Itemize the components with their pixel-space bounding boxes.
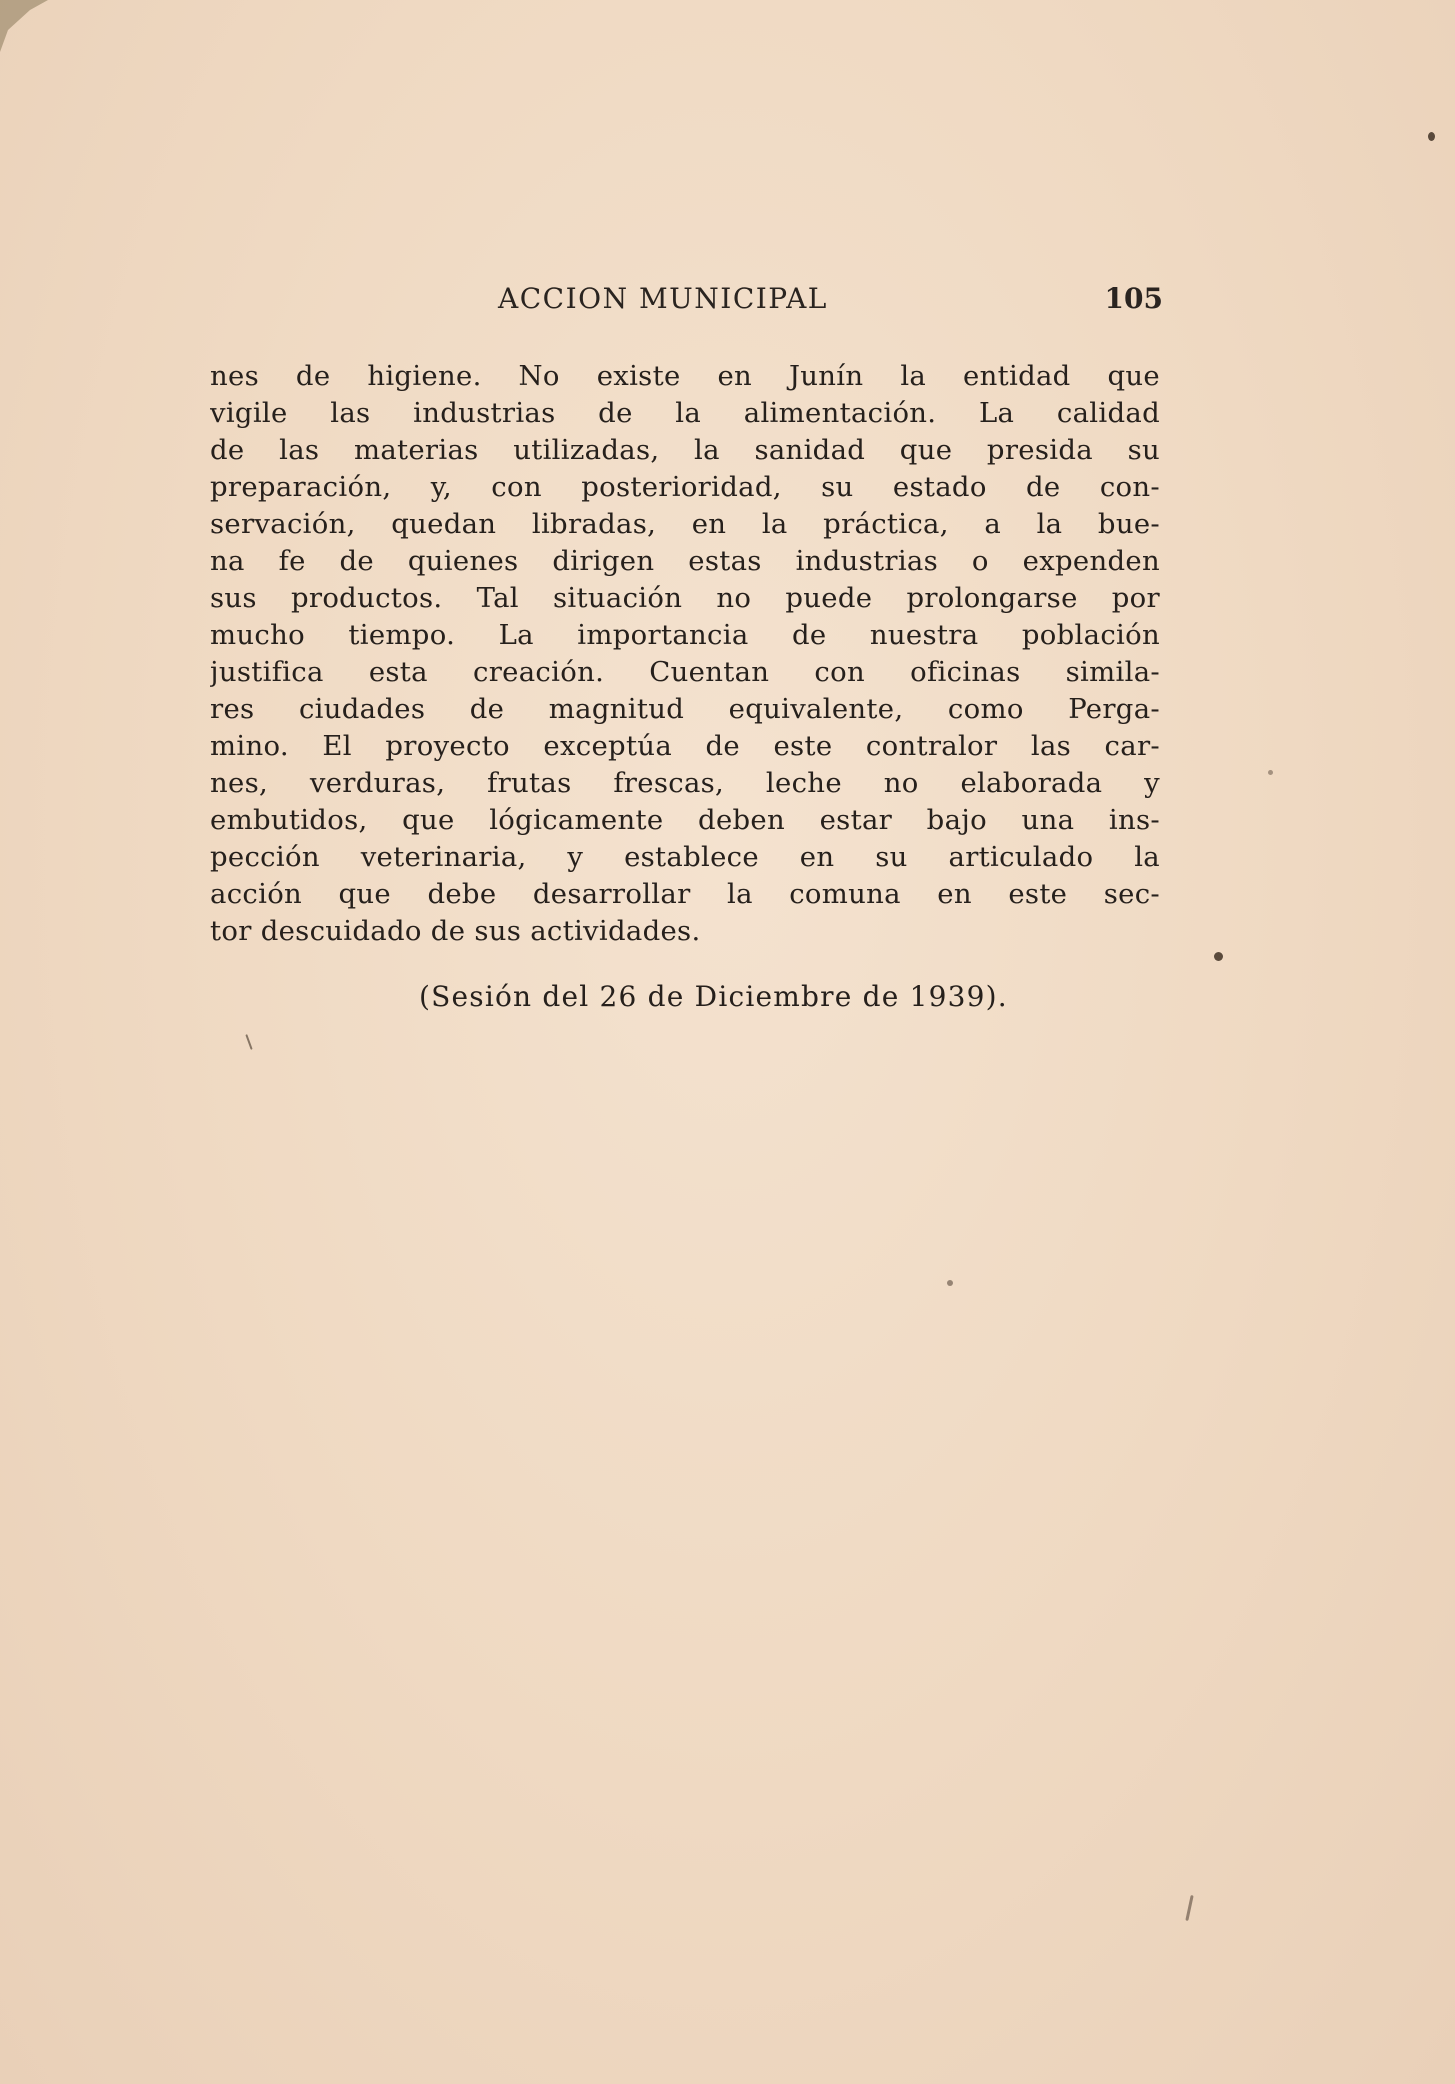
running-head bbox=[498, 282, 1163, 322]
text-line: nes de higiene. No existe en Junín la entidad que bbox=[210, 360, 1160, 392]
paper-speck bbox=[1268, 770, 1273, 775]
paper-speck bbox=[1185, 1895, 1193, 1921]
text-line: mucho tiempo. La importancia de nuestra población bbox=[210, 619, 1160, 651]
text-line: tor descuidado de sus actividades. bbox=[210, 915, 701, 947]
paper-speck bbox=[1214, 952, 1223, 961]
text-line: justifica esta creación. Cuentan con oficinas simila- bbox=[210, 656, 1160, 688]
corner-ink-mark bbox=[0, 0, 60, 60]
session-note: (Sesión del 26 de Diciembre de 1939). bbox=[419, 980, 1008, 1013]
page-number: 105 bbox=[1104, 282, 1163, 315]
paper-speck bbox=[947, 1280, 953, 1286]
paper-speck bbox=[1428, 132, 1435, 141]
text-line: na fe de quienes dirigen estas industrias o expenden bbox=[210, 545, 1160, 577]
text-line: de las materias utilizadas, la sanidad que presida su bbox=[210, 434, 1160, 466]
paper-speck bbox=[245, 1034, 252, 1050]
text-line: mino. El proyecto exceptúa de este contralor las car- bbox=[210, 730, 1160, 762]
text-line: pección veterinaria, y establece en su articulado la bbox=[210, 841, 1160, 873]
text-line: vigile las industrias de la alimentación. La calidad bbox=[210, 397, 1160, 429]
text-line: nes, verduras, frutas frescas, leche no elaborada y bbox=[210, 767, 1160, 799]
text-line: servación, quedan libradas, en la práctica, a la bue- bbox=[210, 508, 1160, 540]
text-line: acción que debe desarrollar la comuna en este sec- bbox=[210, 878, 1160, 910]
text-line: res ciudades de magnitud equivalente, como Perga- bbox=[210, 693, 1160, 725]
text-line: sus productos. Tal situación no puede prolongarse por bbox=[210, 582, 1160, 614]
body-paragraph bbox=[210, 358, 1160, 950]
text-line: preparación, y, con posterioridad, su estado de con- bbox=[210, 471, 1160, 503]
running-title: ACCION MUNICIPAL bbox=[498, 282, 828, 315]
text-line: embutidos, que lógicamente deben estar bajo una ins- bbox=[210, 804, 1160, 836]
